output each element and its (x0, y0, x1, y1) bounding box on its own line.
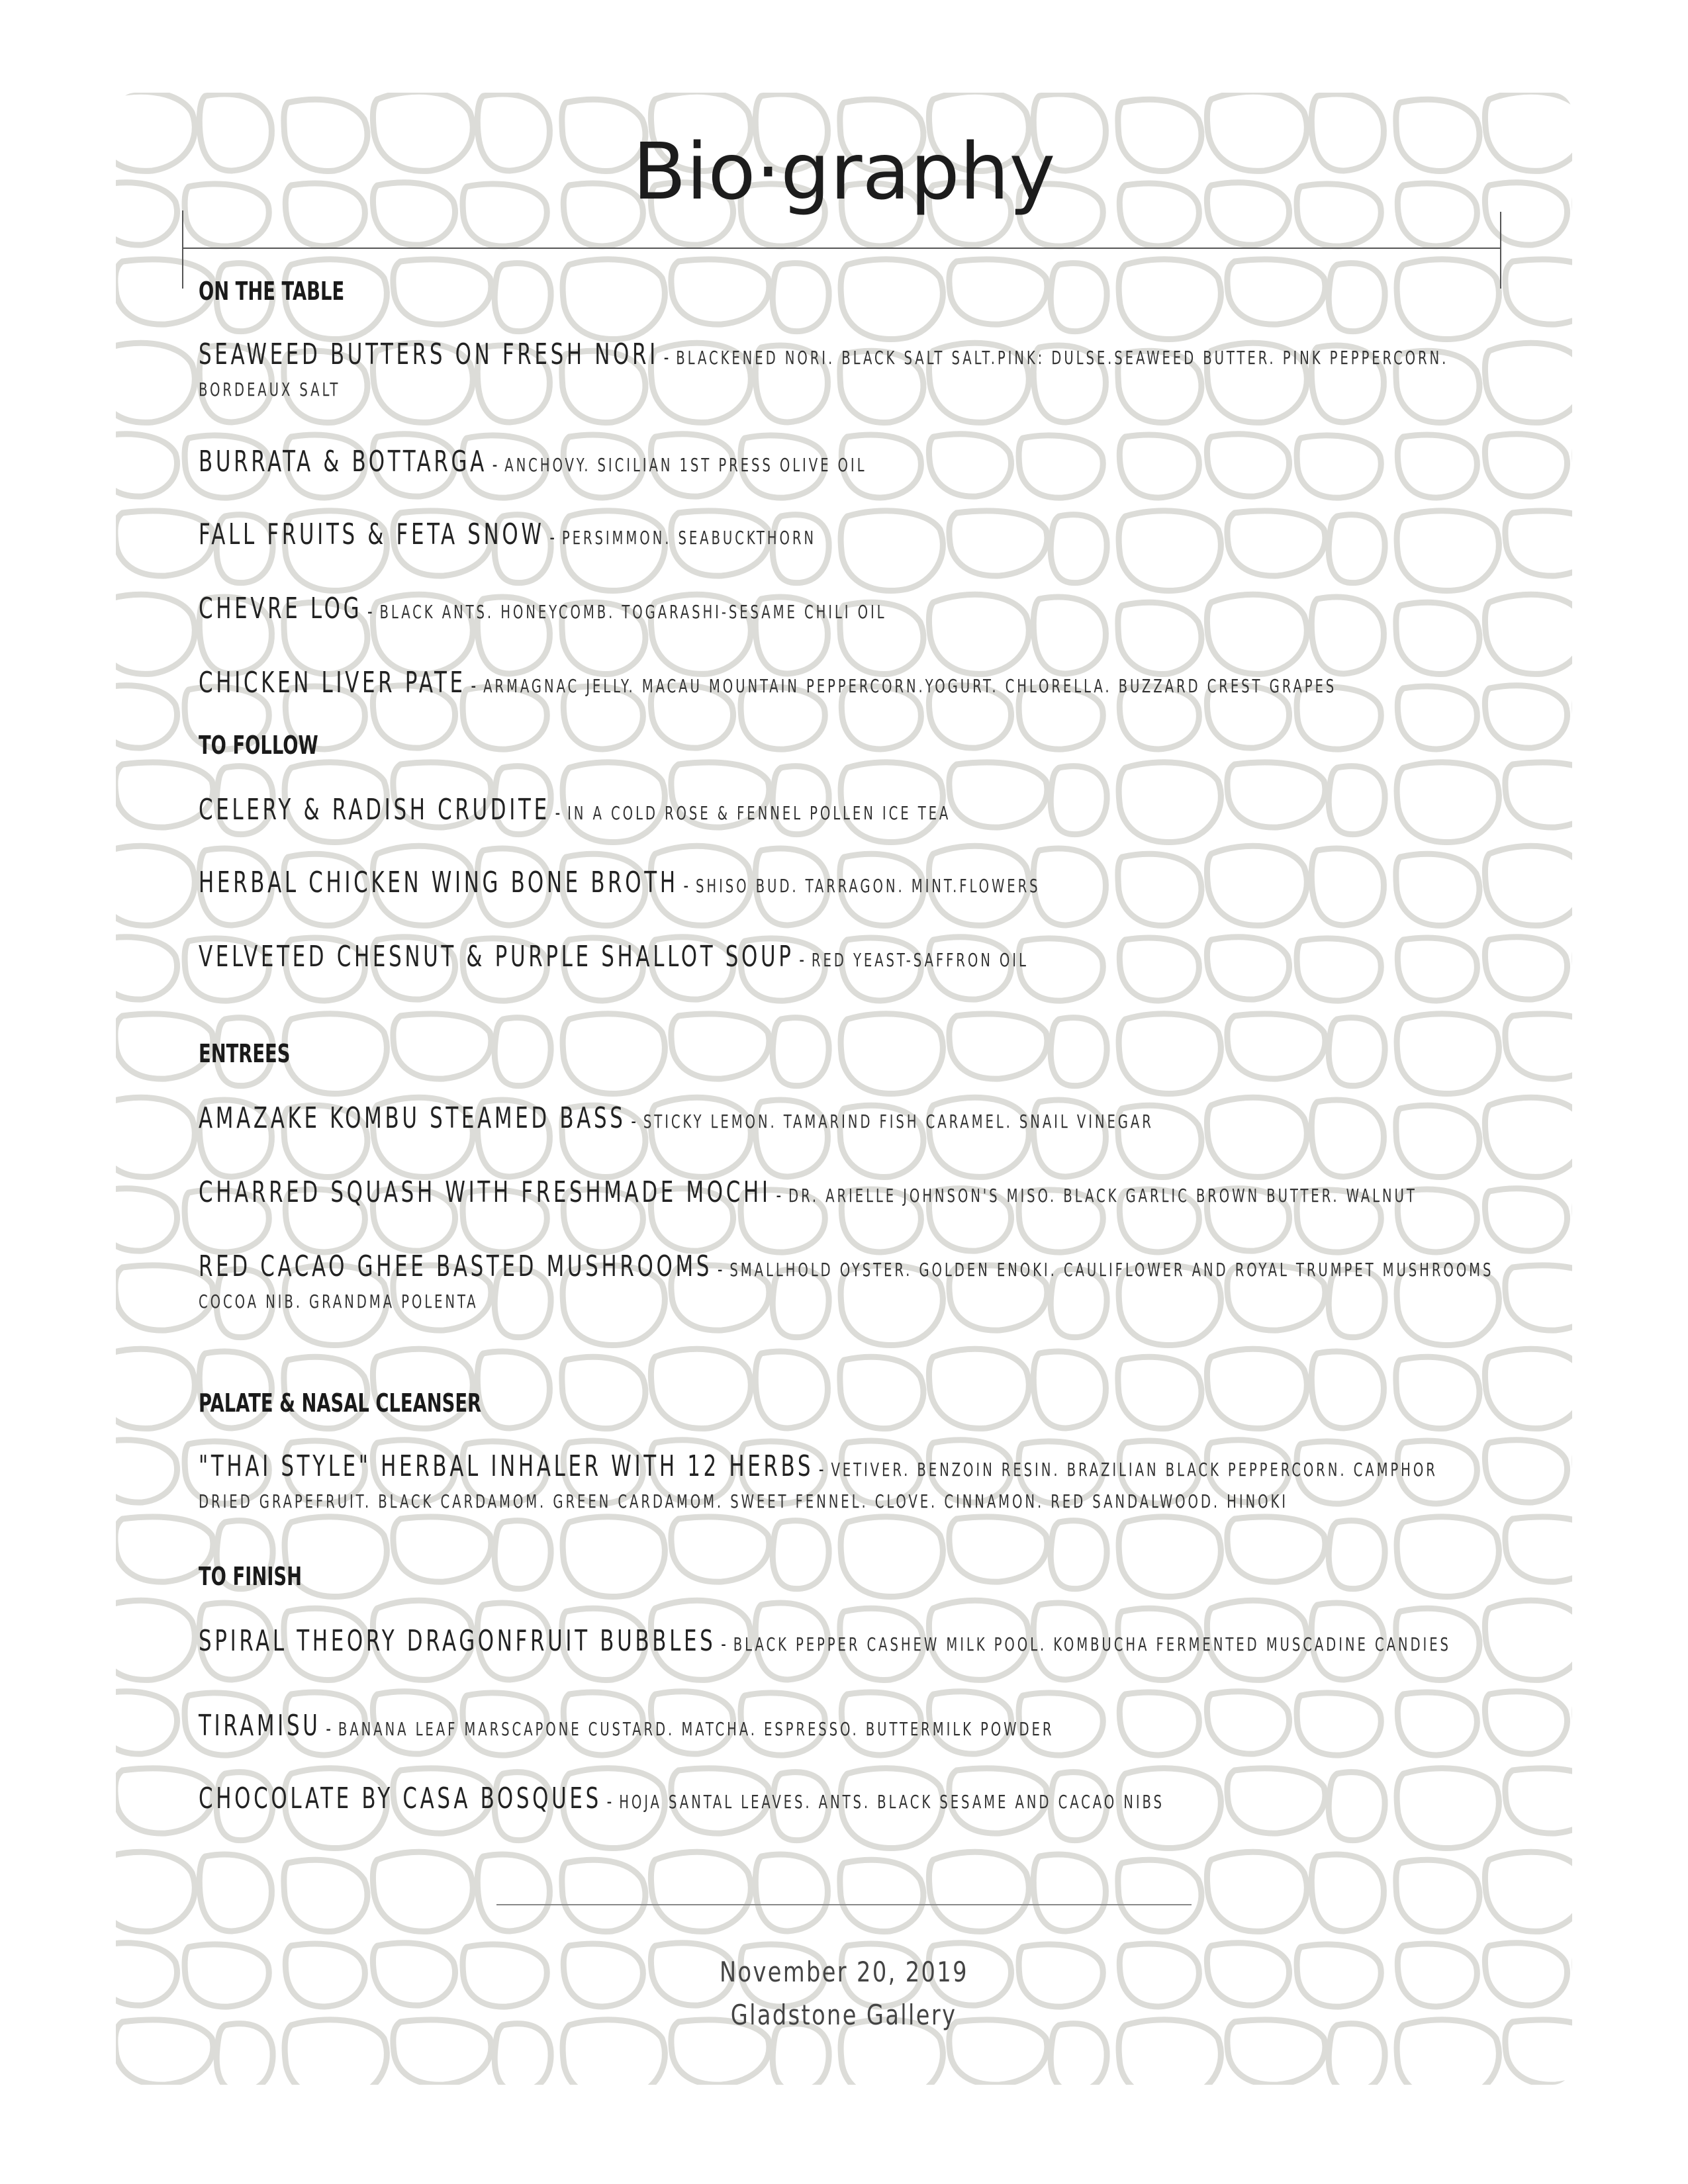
section-heading-to-follow: TO FOLLOW (199, 731, 318, 760)
menu-item (199, 1624, 1523, 1661)
item-separator: - (717, 1258, 725, 1281)
menu-item (199, 1101, 1523, 1138)
menu-item (199, 866, 1523, 903)
item-description: BLACKENED NORI. BLACK SALT SALT.PINK: DULSE.SEAWEED BUTTER. PINK PEPPERCORN. (676, 347, 1449, 369)
item-separator: - (683, 874, 691, 897)
item-description: RED YEAST-SAFFRON OIL (811, 949, 1029, 971)
footer-venue (0, 1999, 1688, 2031)
item-name: CHARRED SQUASH WITH FRESHMADE MOCHI (199, 1175, 771, 1209)
item-name: BURRATA & BOTTARGA (199, 445, 487, 478)
menu-item (199, 592, 1523, 629)
item-description: BLACK ANTS. HONEYCOMB. TOGARASHI-SESAME CHILI OIL (379, 601, 887, 623)
item-name: CHOCOLATE BY CASA BOSQUES (199, 1782, 602, 1815)
item-name: RED CACAO GHEE BASTED MUSHROOMS (199, 1250, 713, 1283)
menu-item (199, 940, 1523, 977)
item-description: IN A COLD ROSE & FENNEL POLLEN ICE TEA (567, 802, 951, 824)
item-separator: - (818, 1458, 826, 1481)
item-name: FALL FRUITS & FETA SNOW (199, 518, 545, 551)
item-description: ANCHOVY. SICILIAN 1ST PRESS OLIVE OIL (504, 454, 867, 476)
item-name: "THAI STYLE" HERBAL INHALER WITH 12 HERBS (199, 1449, 814, 1483)
item-separator: - (555, 801, 563, 825)
item-name: HERBAL CHICKEN WING BONE BROTH (199, 866, 679, 899)
item-separator: - (549, 526, 557, 549)
footer-divider (496, 1904, 1192, 1905)
footer-date-text: November 20, 2019 (720, 1956, 968, 1988)
item-description: BANANA LEAF MARSCAPONE CUSTARD. MATCHA. ESPRESSO. BUTTERMILK POWDER (338, 1718, 1055, 1740)
menu-item (199, 1709, 1523, 1746)
item-name: CELERY & RADISH CRUDITE (199, 793, 550, 827)
item-description: STICKY LEMON. TAMARIND FISH CARAMEL. SNAIL VINEGAR (643, 1111, 1154, 1132)
item-description-cont: DRIED GRAPEFRUIT. BLACK CARDAMOM. GREEN CARDAMOM. SWEET FENNEL. CLOVE. CINNAMON. RED SANDALWOOD. HINOKI (199, 1490, 1288, 1512)
item-separator: - (471, 674, 479, 698)
menu-item (199, 1175, 1523, 1212)
item-name: CHICKEN LIVER PATE (199, 666, 466, 700)
item-name: CHEVRE LOG (199, 592, 363, 625)
top-divider-left-tick (182, 210, 183, 289)
item-separator: - (631, 1110, 639, 1133)
item-description: BLACK PEPPER CASHEW MILK POOL. KOMBUCHA FERMENTED MUSCADINE CANDIES (733, 1633, 1451, 1655)
item-name: TIRAMISU (199, 1709, 321, 1743)
menu-item (199, 518, 1523, 555)
item-separator: - (492, 453, 500, 477)
item-description-cont: BORDEAUX SALT (199, 379, 341, 400)
menu-item (199, 1782, 1523, 1819)
item-description: SMALLHOLD OYSTER. GOLDEN ENOKI. CAULIFLOWER AND ROYAL TRUMPET MUSHROOMS (729, 1259, 1494, 1281)
section-heading-to-finish: TO FINISH (199, 1562, 303, 1591)
section-heading-on-the-table: ON THE TABLE (199, 277, 345, 306)
item-name: VELVETED CHESNUT & PURPLE SHALLOT SOUP (199, 940, 794, 974)
item-separator: - (367, 600, 375, 623)
page-title: Bio·graphy (632, 126, 1056, 217)
item-description: VETIVER. BENZOIN RESIN. BRAZILIAN BLACK PEPPERCORN. CAMPHOR (831, 1459, 1438, 1480)
item-name: AMAZAKE KOMBU STEAMED BASS (199, 1101, 626, 1135)
item-name: SPIRAL THEORY DRAGONFRUIT BUBBLES (199, 1624, 716, 1658)
section-heading-palate-nasal-cleanser: PALATE & NASAL CLEANSER (199, 1388, 482, 1418)
menu-item (199, 1250, 1523, 1312)
item-description: ARMAGNAC JELLY. MACAU MOUNTAIN PEPPERCORN.YOGURT. CHLORELLA. BUZZARD CREST GRAPES (483, 675, 1337, 697)
section-heading-entrees: ENTREES (199, 1039, 291, 1068)
item-name: SEAWEED BUTTERS ON FRESH NORI (199, 338, 659, 371)
item-description: DR. ARIELLE JOHNSON'S MISO. BLACK GARLIC BROWN BUTTER. WALNUT (788, 1185, 1417, 1206)
item-description: PERSIMMON. SEABUCKTHORN (561, 527, 816, 549)
item-separator: - (776, 1184, 784, 1207)
item-description: HOJA SANTAL LEAVES. ANTS. BLACK SESAME AND CACAO NIBS (619, 1791, 1164, 1813)
item-separator: - (326, 1717, 334, 1741)
item-separator: - (606, 1790, 614, 1813)
item-separator: - (663, 346, 671, 369)
menu-item (199, 445, 1523, 482)
footer-date (0, 1956, 1688, 1988)
menu-item (199, 793, 1523, 830)
top-divider (182, 248, 1501, 249)
item-separator: - (799, 948, 807, 972)
menu-item (199, 1449, 1523, 1512)
menu-item (199, 338, 1523, 400)
item-description-cont: COCOA NIB. GRANDMA POLENTA (199, 1291, 479, 1312)
item-description: SHISO BUD. TARRAGON. MINT.FLOWERS (696, 875, 1041, 897)
menu-item (199, 666, 1523, 703)
item-separator: - (721, 1633, 728, 1656)
top-divider-right-tick (1500, 212, 1501, 289)
footer-venue-text: Gladstone Gallery (731, 1999, 957, 2031)
